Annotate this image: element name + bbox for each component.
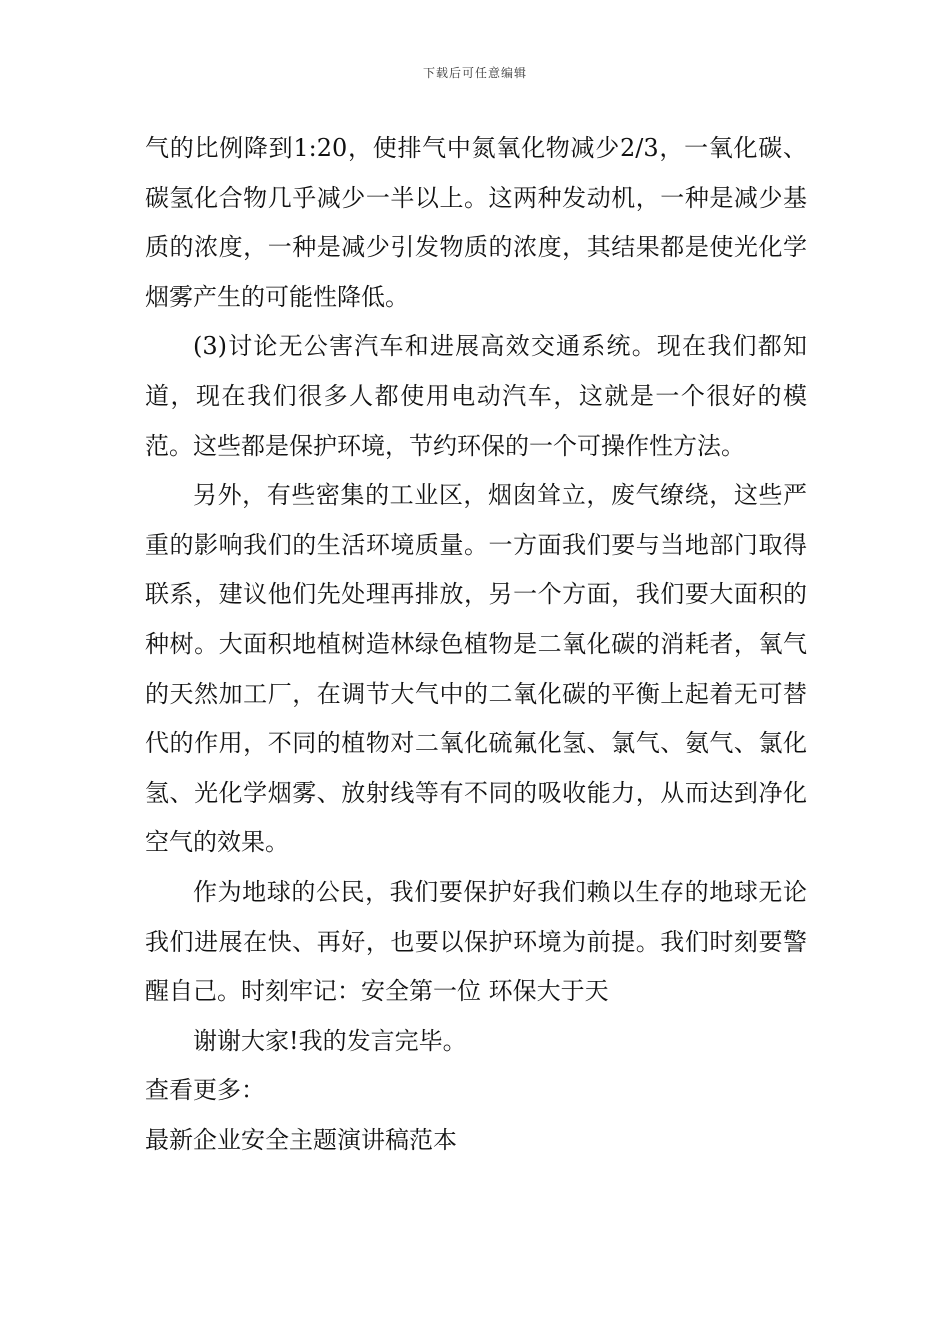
see-more-link[interactable]: 最新企业安全主题演讲稿范本 (145, 1125, 457, 1154)
page-header: 下载后可任意编辑 (422, 66, 527, 80)
paragraph-3: 另外，有些密集的工业区，烟囱耸立，废气缭绕，这些严重的影响我们的生活环境质量。一方面我们要与当地部门取得联系，建议他们先处理再排放，另一个方面，我们要大面积的种树。大面积地植树造林绿色植物是二氧化碳的消耗者，氧气的天然加工厂，在调节大气中的二氧化碳的平衡上起着无可替代的作用，不同的植物对二氧化硫氟化氢、氯气、氨气、氯化氢、光化学烟雾、放射线等有不同的吸收能力，从而达到净化空气的效果。 (145, 481, 807, 857)
paragraph-1: 气的比例降到1:20，使排气中氮氧化物减少2/3，一氧化碳、碳氢化合物几乎减少一半以上。这两种发动机，一种是减少基质的浓度，一种是减少引发物质的浓度，其结果都是使光化学烟雾产生的可能性降低。 (145, 134, 807, 311)
see-more-label: 查看更多： (145, 1076, 265, 1105)
document-body (145, 124, 807, 1165)
paragraph-2: (3)讨论无公害汽车和进展高效交通系统。现在我们都知道，现在我们很多人都使用电动汽车，这就是一个很好的模范。这些都是保护环境，节约环保的一个可操作性方法。 (145, 332, 807, 460)
paragraph-4: 作为地球的公民，我们要保护好我们赖以生存的地球无论我们进展在快、再好，也要以保护环境为前提。我们时刻要警醒自己。时刻牢记：安全第一位 环保大于天 (145, 877, 807, 1006)
paragraph-5: 谢谢大家!我的发言完毕。 (193, 1026, 467, 1055)
